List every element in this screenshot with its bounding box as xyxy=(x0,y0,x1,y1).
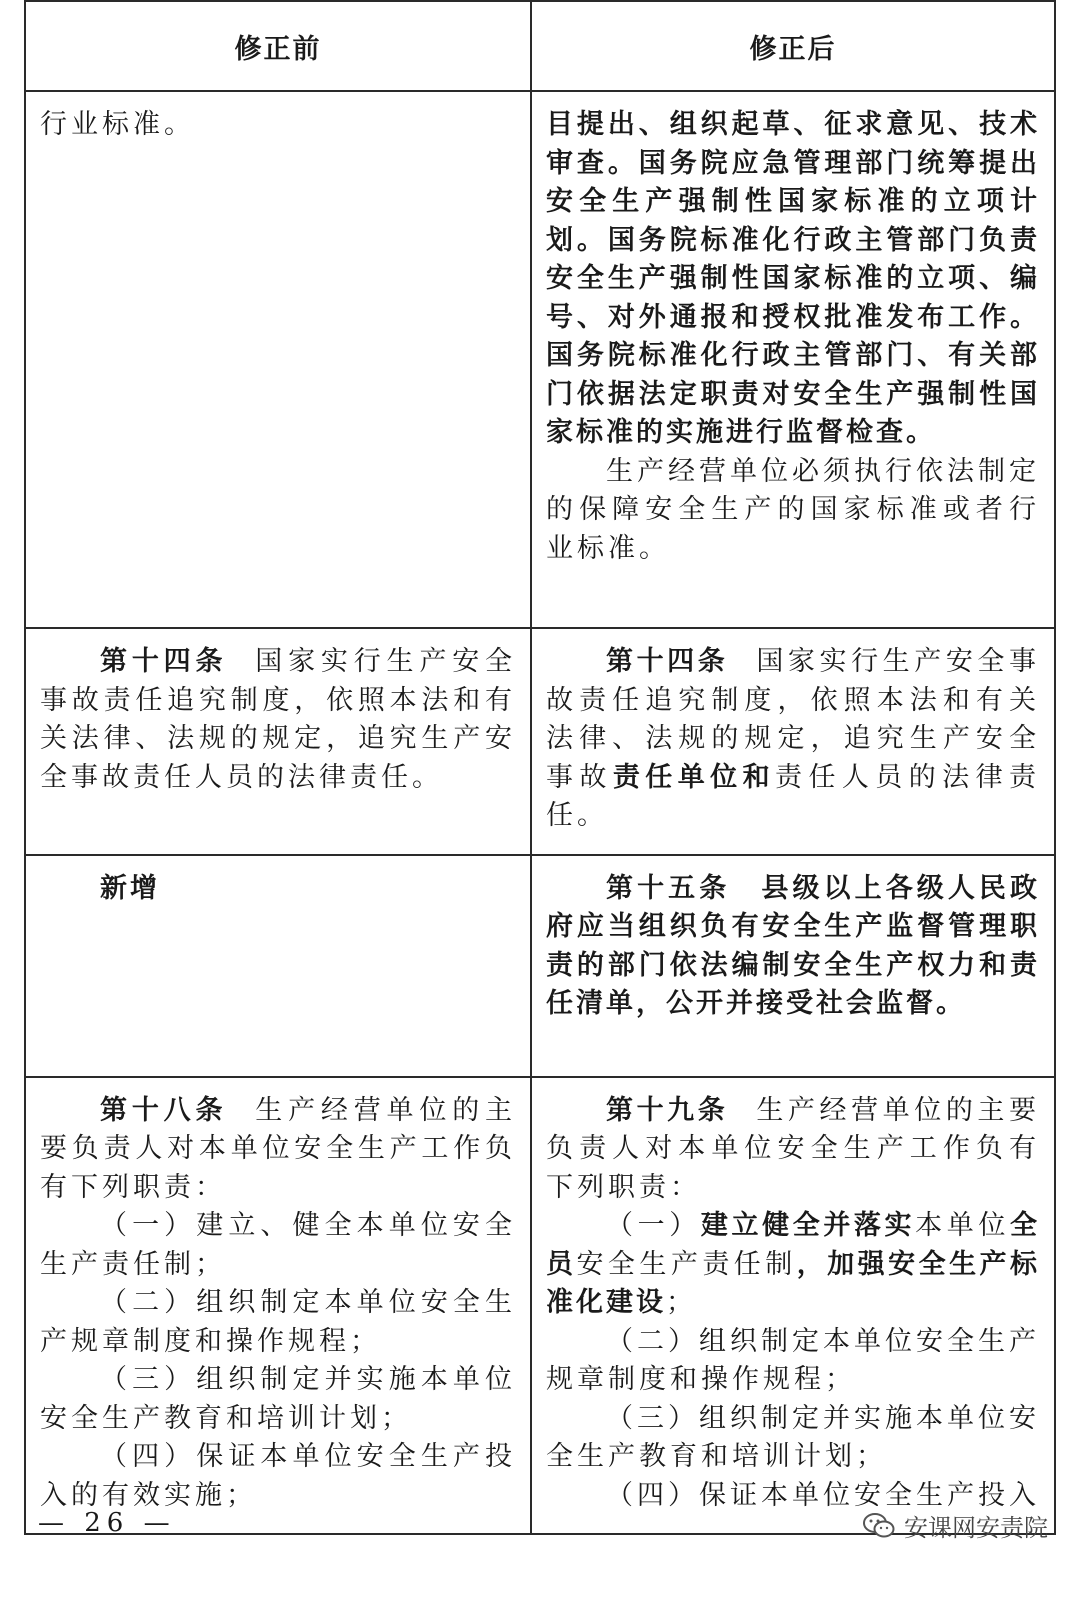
article-text: 责任人员的法律责任。 xyxy=(546,761,1041,831)
list-item: （三）组织制定并实施本单位安全生产教育和培训计划； xyxy=(546,1402,1040,1472)
list-item: （四）保证本单位安全生产投入 xyxy=(606,1479,1040,1511)
table-row xyxy=(25,855,1055,1077)
cell-before xyxy=(25,628,531,855)
watermark-brand xyxy=(862,1508,1048,1543)
highlight-text: 建立健全并落实 xyxy=(700,1210,916,1241)
table-row xyxy=(25,1077,1055,1535)
new-label: 新增 xyxy=(100,872,160,904)
article-title: 第十九条 xyxy=(606,1094,729,1126)
comparison-table xyxy=(24,0,1056,1535)
article-text: 国家实行生产安全事故责任追究制度，依照本法和有关法律、法规的规定，追究生产安全事故 xyxy=(546,646,1041,793)
cell-after xyxy=(531,1077,1055,1535)
header-after: 修正后 xyxy=(531,1,1055,91)
cell-after xyxy=(531,628,1055,855)
table-row xyxy=(25,628,1055,855)
article-text: 国家实行生产安全事故责任追究制度，依照本法和有关法律、法规的规定，追究生产安全事故责任人员的法律责任。 xyxy=(40,646,517,793)
cell-text-bold: 第十五条 县级以上各级人民政府应当组织负有安全生产监督管理职责的部门依法编制安全生产权力和责任清单，公开并接受社会监督。 xyxy=(546,872,1040,1019)
page-number: — 26 — xyxy=(38,1508,176,1538)
highlight-text: ，加强安全生产标准化建设 xyxy=(546,1248,1041,1318)
cell-text: 生产经营单位必须执行依法制定的保障安全生产的国家标准或者行业标准。 xyxy=(546,455,1040,564)
cell-text-bold: 目提出、组织起草、征求意见、技术审查。国务院应急管理部门统筹提出安全生产强制性国家标准的立项计划。国务院标准化行政主管部门负责安全生产强制性国家标准的立项、编号、对外通报和授权批准发布工作。国务院标准化行政主管部门、有关部门依据法定职责对安全生产强制性国家标准的实施进行监督检查。 xyxy=(546,109,1040,448)
cell-before xyxy=(25,855,531,1077)
highlight-text: 全员 xyxy=(546,1210,1041,1280)
list-item: （四）保证本单位安全生产投入的有效实施； xyxy=(40,1441,516,1511)
cell-after xyxy=(531,91,1055,628)
article-text: 生产经营单位的主要负责人对本单位安全生产工作负有下列职责： xyxy=(40,1094,517,1203)
table-header-row xyxy=(25,1,1055,91)
header-before: 修正前 xyxy=(25,1,531,91)
wechat-icon xyxy=(862,1511,896,1541)
list-item: （三）组织制定并实施本单位安全生产教育和培训计划； xyxy=(40,1364,516,1434)
cell-before xyxy=(25,1077,531,1535)
highlight-text: 责任单位和 xyxy=(612,761,776,793)
cell-text: 行业标准。 xyxy=(40,109,195,140)
list-item: （一）建立、健全本单位安全生产责任制； xyxy=(40,1210,516,1280)
article-title: 第十四条 xyxy=(606,646,729,677)
list-item: （二）组织制定本单位安全生产规章制度和操作规程； xyxy=(40,1287,516,1357)
list-item: （一）建立健全并落实本单位全员安全生产责任制，加强安全生产标准化建设； xyxy=(546,1210,1041,1318)
cell-after xyxy=(531,855,1055,1077)
list-item: （二）组织制定本单位安全生产规章制度和操作规程； xyxy=(546,1325,1040,1395)
brand-name: 安课网安责院 xyxy=(904,1514,1048,1542)
article-text: 生产经营单位的主要负责人对本单位安全生产工作负有下列职责： xyxy=(546,1094,1041,1203)
table-row xyxy=(25,91,1055,628)
article-title: 第十四条 xyxy=(100,646,228,677)
article-title: 第十八条 xyxy=(100,1094,228,1126)
cell-before xyxy=(25,91,531,628)
